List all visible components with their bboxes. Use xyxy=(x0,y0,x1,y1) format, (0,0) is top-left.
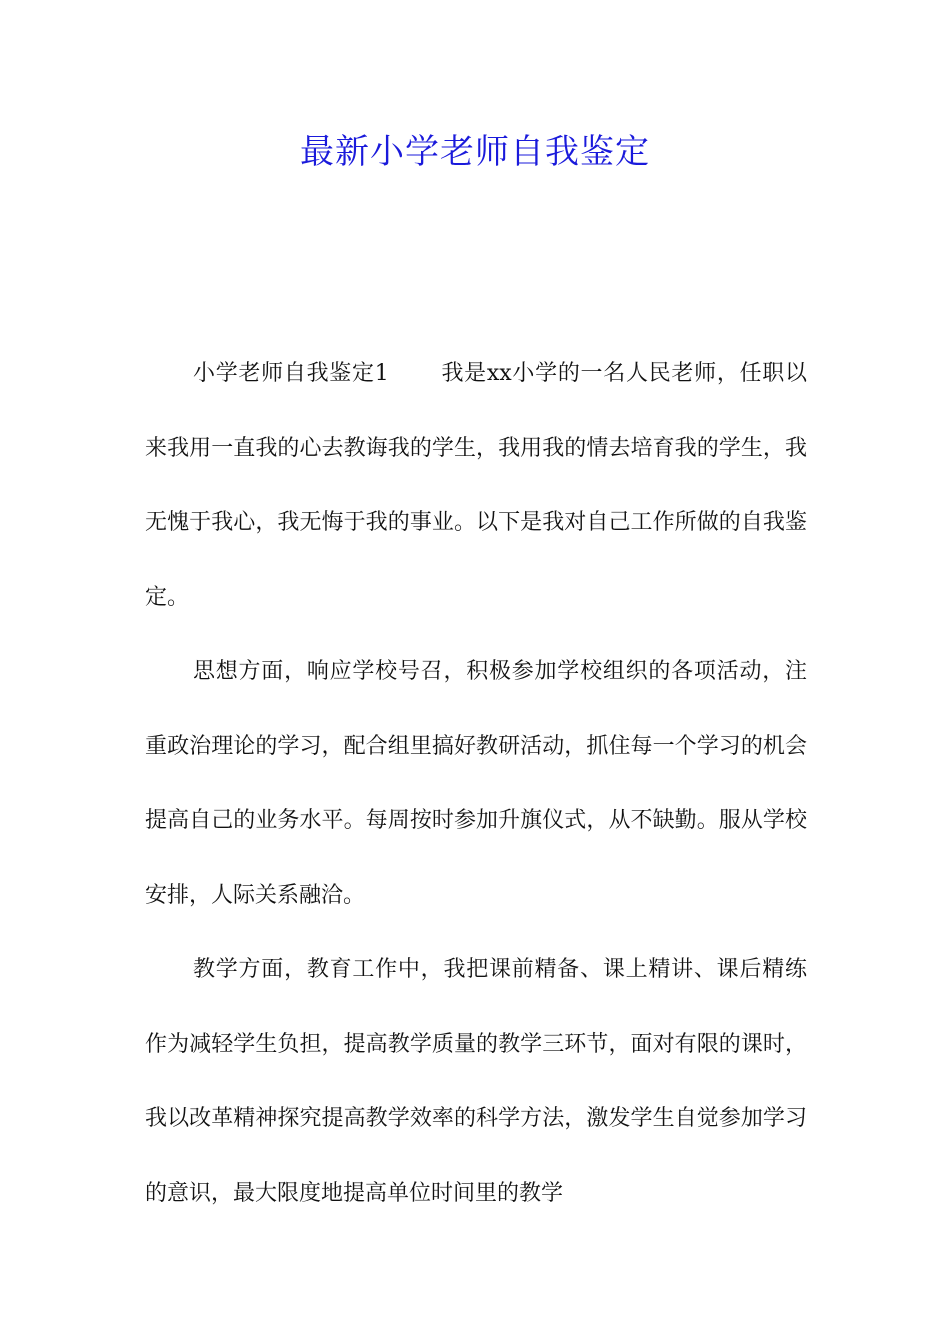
document-title: 最新小学老师自我鉴定 xyxy=(300,132,650,172)
paragraph-1 xyxy=(145,337,807,635)
section-heading: 小学老师自我鉴定1 xyxy=(193,361,389,386)
paragraph-1-text: 我是xx小学的一名人民老师，任职以来我用一直我的心去教诲我的学生，我用我的情去培育我的学生，我无愧于我心，我无悔于我的事业。以下是我对自己工作所做的自我鉴定。 xyxy=(145,361,807,610)
paragraph-3: 教学方面，教育工作中，我把课前精备、课上精讲、课后精练作为减轻学生负担，提高教学质量的教学三环节，面对有限的课时，我以改革精神探究提高教学效率的科学方法，激发学生自觉参加学习的意识，最大限度地提高单位时间里的教学 xyxy=(145,957,807,1206)
document-body xyxy=(145,337,807,1231)
paragraph-2: 思想方面，响应学校号召，积极参加学校组织的各项活动，注重政治理论的学习，配合组里搞好教研活动，抓住每一个学习的机会提高自己的业务水平。每周按时参加升旗仪式，从不缺勤。服从学校安排，人际关系融洽。 xyxy=(145,659,807,908)
